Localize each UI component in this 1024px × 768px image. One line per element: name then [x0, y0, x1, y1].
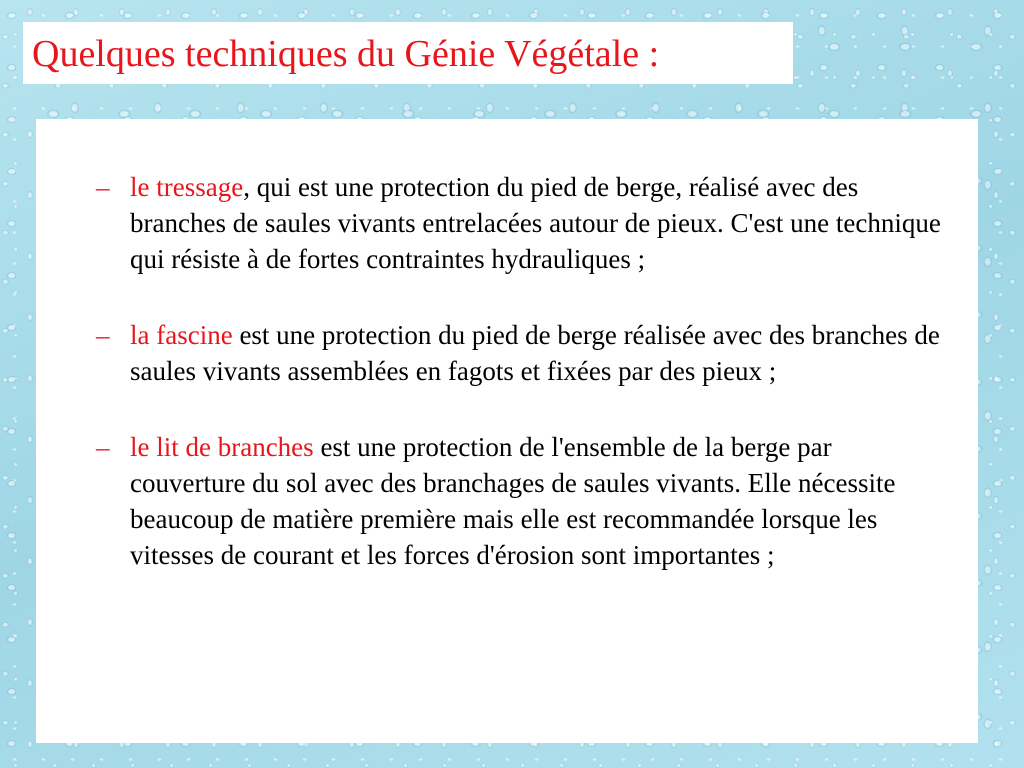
description-fascine: est une protection du pied de berge réalisée avec des branches de saules vivants assemblées en fagots et fixées par des pieux ; — [130, 320, 940, 386]
content-panel — [36, 119, 978, 743]
description-lit-de-branches: est une protection de l'ensemble de la berge par couverture du sol avec des branchages de saules vivants. Elle nécessite beaucoup de matière première mais elle est recommandée lorsque les vitesses de courant et les forces d'érosion sont importantes ; — [130, 432, 896, 570]
title-box — [23, 22, 793, 84]
bullet-item-tressage — [96, 169, 946, 277]
bullet-dash: – — [96, 172, 110, 202]
description-tressage: , qui est une protection du pied de berge, réalisé avec des branches de saules vivants entrelacées autour de pieux. C'est une technique qui résiste à de fortes contraintes hydrauliques ; — [130, 172, 941, 274]
slide-title: Quelques techniques du Génie Végétale : — [32, 33, 660, 75]
bullet-item-fascine — [96, 317, 946, 389]
term-tressage: le tressage — [130, 172, 244, 202]
term-fascine: la fascine — [130, 320, 233, 350]
bullet-dash: – — [96, 320, 110, 350]
bullet-dash: – — [96, 432, 110, 462]
term-lit-de-branches: le lit de branches — [130, 432, 314, 462]
bullet-list — [96, 169, 946, 613]
bullet-item-lit-de-branches — [96, 429, 946, 573]
